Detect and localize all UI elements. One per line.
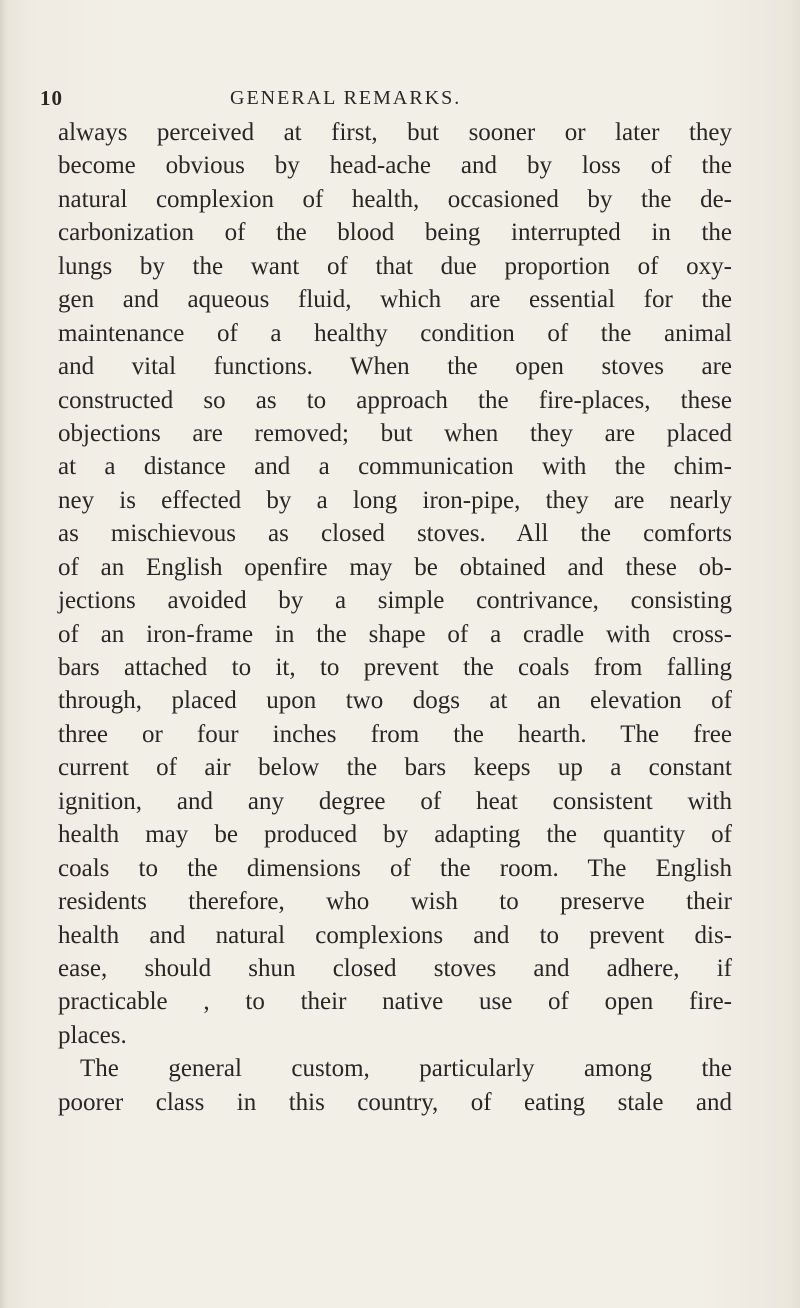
text-line: residents therefore, who wish to preserve their	[58, 888, 732, 916]
text-line: carbonization of the blood being interrupted in the	[58, 219, 732, 247]
text-line: natural complexion of health, occasioned by the de-	[58, 185, 732, 213]
paragraph-end-line: places.	[58, 1021, 127, 1049]
text-line: health may be produced by adapting the quantity of	[58, 821, 732, 849]
text-line: as mischievous as closed stoves. All the comforts	[58, 520, 732, 548]
running-head: GENERAL REMARKS.	[230, 87, 462, 109]
text-line: current of air below the bars keeps up a constant	[58, 754, 732, 782]
text-line: of an English openfire may be obtained and these ob-	[58, 553, 732, 581]
text-line: constructed so as to approach the fire-places, these	[58, 386, 732, 414]
text-line: coals to the dimensions of the room. The English	[58, 854, 732, 882]
text-line: ney is effected by a long iron-pipe, they are nearly	[58, 486, 732, 514]
text-line: ignition, and any degree of heat consistent with	[58, 787, 732, 815]
text-line: lungs by the want of that due proportion of oxy-	[58, 252, 732, 280]
page-edge-shadow	[0, 0, 6, 1308]
text-line: and vital functions. When the open stoves are	[58, 353, 732, 381]
text-line: objections are removed; but when they are placed	[58, 419, 732, 447]
text-line: health and natural complexions and to prevent dis-	[58, 921, 732, 949]
paragraph-start-line: The general custom, particularly among the	[80, 1055, 732, 1083]
text-line: poorer class in this country, of eating stale and	[58, 1088, 732, 1116]
page-header	[40, 86, 760, 112]
text-line: of an iron-frame in the shape of a cradle with cross-	[58, 620, 732, 648]
text-line: gen and aqueous fluid, which are essential for the	[58, 286, 732, 314]
text-line: always perceived at first, but sooner or later they	[58, 119, 732, 146]
page-number: 10	[40, 86, 63, 110]
text-line: become obvious by head-ache and by loss of the	[58, 152, 732, 180]
text-line: at a distance and a communication with the chim-	[58, 453, 732, 481]
text-line: ease, should shun closed stoves and adhere, if	[58, 954, 732, 982]
text-line: three or four inches from the hearth. The free	[58, 720, 732, 748]
text-line: maintenance of a healthy condition of the animal	[58, 319, 732, 347]
text-line: practicable , to their native use of open fire-	[58, 988, 732, 1016]
text-line: bars attached to it, to prevent the coals from falling	[58, 654, 732, 681]
text-line: through, placed upon two dogs at an elevation of	[58, 687, 732, 715]
text-line: jections avoided by a simple contrivance, consisting	[58, 587, 732, 615]
body-text	[58, 116, 732, 1119]
